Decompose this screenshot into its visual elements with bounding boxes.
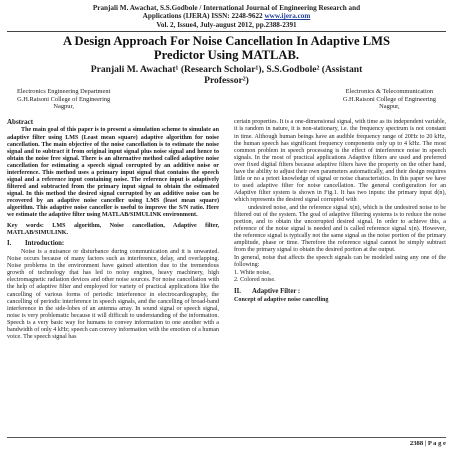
- issn-text: Applications (IJERA) ISSN: 2248-9622: [142, 12, 263, 21]
- abstract-heading: Abstract: [7, 118, 34, 127]
- journal-header: [7, 4, 446, 29]
- right-paragraph-3: In general, noise that affects the speech signals can be modeled using any one of the following:: [234, 255, 446, 269]
- affiliation-right-dept: Electronics & Telecommunication: [345, 88, 434, 96]
- header-divider: [7, 31, 446, 32]
- paper-title: [7, 35, 446, 62]
- page-footer: [7, 437, 446, 447]
- journal-header-line1: Pranjali M. Awachat, S.S.Godbole / International Journal of Engineering Research and: [92, 4, 361, 12]
- keywords: Key words: LMS algorithm, Noise cancellation, Adaptive filter, MATLAB/SIMULINK.: [7, 223, 219, 237]
- section-subheading: Concept of adaptive noise cancelling: [234, 296, 329, 303]
- page-number: 2388 | P a g e: [409, 440, 446, 447]
- author-line2: Professor²): [204, 75, 249, 87]
- journal-header-line2: [7, 12, 446, 20]
- section-title: Introduction:: [25, 240, 65, 248]
- affiliation-right: [343, 88, 436, 110]
- section-number: II.: [234, 287, 241, 295]
- affiliation-left-college: G.H.Raisoni College of Engineering: [17, 95, 111, 103]
- affiliation-right-college: G.H.Raisoni College of Engineering: [342, 95, 436, 103]
- section-number: I.: [7, 240, 12, 248]
- list-item: 1. White noise,: [234, 270, 271, 277]
- paper-title-line1: A Design Approach For Noise Cancellation In Adaptive LMS: [62, 34, 390, 49]
- abstract-text: The main goal of this paper is to present a simulation scheme to simulate an adaptive filter using LMS (Least mean square) adaptive algorithm for noise cancellation. The main objective of the noise cancellation is to estimate the noise signal and to subtract it from original input signal plus noise signal and hence to obtain the noise free signal. There is an alternative method called adaptive noise cancellation for estimating a speech signal corrupted by an additive noise or interference. This method uses a primary input signal that contains the speech signal and a reference input containing noise. The reference input is adaptively filtered and subtracted from the primary input signal to obtain the estimated signal. In this method the desired signal corrupted by an additive noise can be recovered by an adaptive noise canceller using LMS (least mean square) algorithm. This adaptive noise canceller is useful to improve the S/N ratio. Here we estimate the adaptive filter using MATLAB/SIMULINK environment.: [7, 127, 219, 219]
- section-introduction-heading: [7, 240, 219, 247]
- paper-title-line2: Predictor Using MATLAB.: [153, 47, 300, 62]
- journal-header-line3: Vol. 2, Issue4, July-august 2012, pp.2388-2391: [156, 20, 297, 29]
- right-paragraph-2: undesired noise, and the reference signal x(n), which is the undesired noise to be filtered out of the system. The goal of adaptive filtering systems is to reduce the noise portion, and to obtain the uncorrupted desired signal. In order to achieve this, a reference of the noise signal is needed and is called reference signal x(n). However, the reference signal is typically not the same signal as the noise portion of the primary amplitude, phase or time. Therefore the reference signal cannot be simply subtract from the primary signal to obtain the desired portion at the output.: [234, 205, 446, 254]
- affiliation-left: [17, 88, 110, 110]
- author-list: [7, 64, 446, 86]
- noise-type-list: [234, 270, 446, 284]
- affiliation-left-city: Nagpur,: [53, 103, 74, 111]
- right-column: [234, 119, 446, 341]
- section-adaptive-filter-heading: [234, 288, 446, 295]
- body-columns: [7, 119, 446, 341]
- affiliation-right-city: Nagpur,: [379, 103, 400, 111]
- affiliation-left-dept: Electronics Engineering Department: [17, 88, 111, 96]
- left-column: [7, 119, 219, 341]
- right-paragraph-1: certain properties. It is a one-dimensional signal, with time as its independent variable, it is random in nature, it is non-stationary, i.e. the frequency spectrum is not constant in time. Although human beings have an audible frequency range of 20Hz to 20 kHz, the human speech has significant frequency components only up to 4 kHz. The most common problem in speech processing is the effect of interference noise in speech signals. In the most of practical applications Adaptive filters are used and preferred over fixed digital filters because adaptive filters have the property on the other hand, have the ability to adjust their own parameters automatically, and their design requires little or no a priori knowledge of signal or noise characteristics. In this paper we have to used adaptive filter for noise cancellation. The general configuration for an Adaptive filter system is shown in Fig.1. It has two inputs: the primary input d(n), which represents the desired signal corrupted with: [234, 119, 446, 203]
- introduction-text: Noise is a nuisance or disturbance during communication and it is unwanted. Noise occurs because of many factors such as interference, delay, and overlapping. Noise problems in the environment have gained attention due to the tremendous growth of technology that has led to noisy engines, heavy machinery, high electromagnetic radiation devices and other noise sources. For noise cancellation with the help of adaptive filter and employed for variety of practical applications like the cancelling of various forms of periodic interference in electrocardiography, the cancelling of periodic interference in speech signals, and the cancelling of broad-band interference in the side-lobes of an antenna array. In sound signal or speech signal, noise is very problematic because it will difficult to understanding of the information. Speech is a very basic way for humans to convey information to one another with a bandwidth of only 4 kHz; speech can convey information with the emotion of a human voice. The speech signal has: [7, 249, 219, 340]
- section-title: Adaptive Filter :: [252, 287, 301, 295]
- footer-divider: [7, 437, 446, 438]
- affiliations: [7, 88, 446, 110]
- list-item: 2. Colored noise.: [234, 277, 276, 284]
- journal-website-link[interactable]: www.ijera.com: [264, 12, 311, 21]
- author-line1: Pranjali M. Awachat¹ (Research Scholar¹), S.S.Godbole² (Assistant: [90, 64, 363, 76]
